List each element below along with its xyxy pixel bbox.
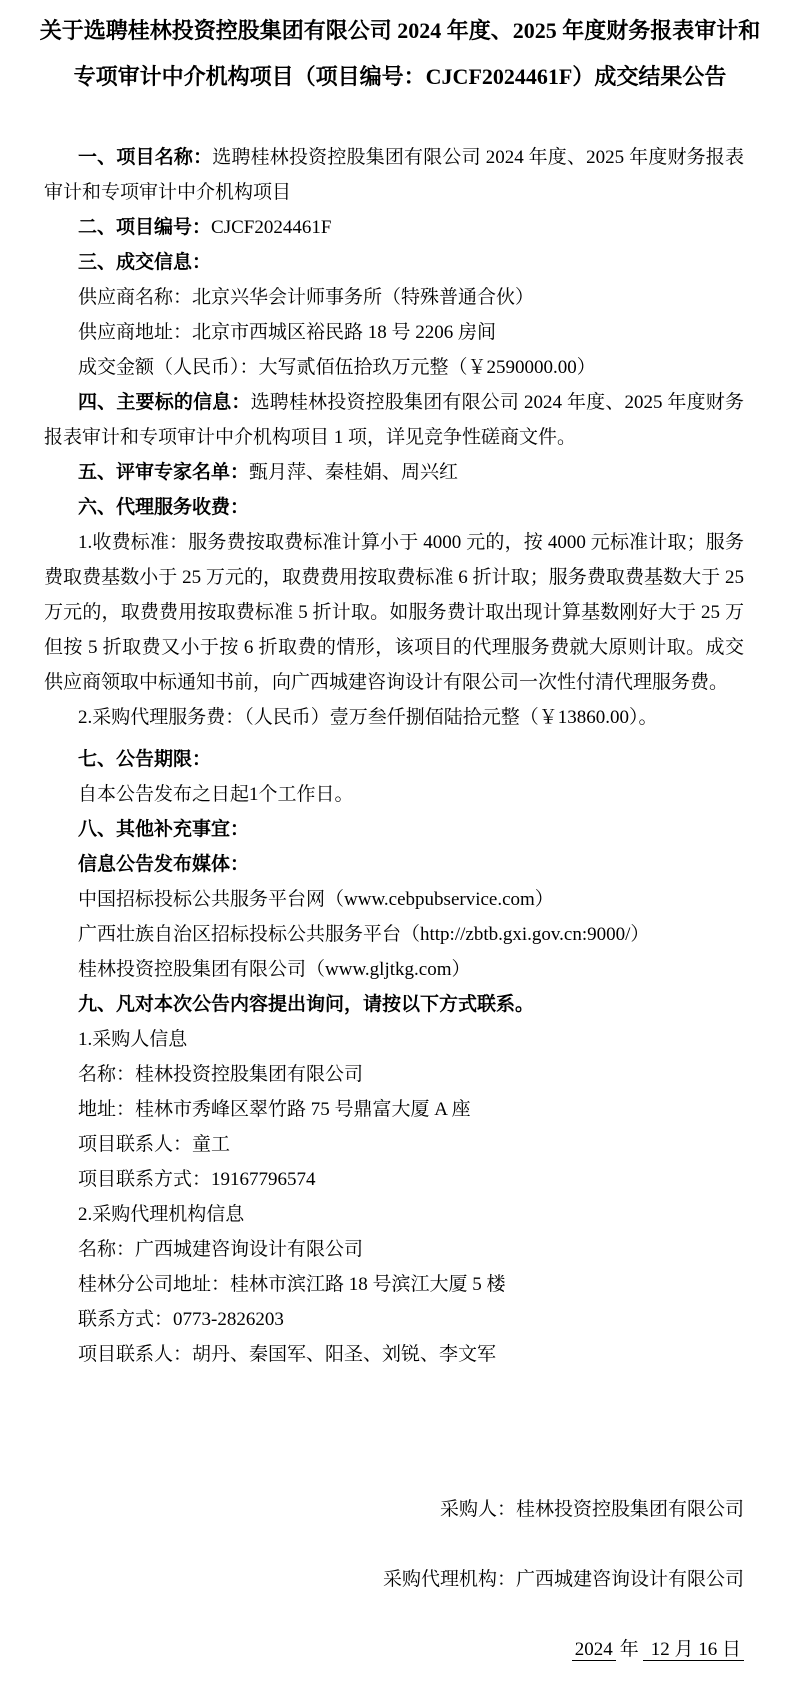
date-month-day: 12 月 16 日: [643, 1639, 744, 1661]
para-agency-name: 名称：广西城建咨询设计有限公司: [78, 1239, 364, 1260]
para-media-gljtkg: 桂林投资控股集团有限公司（www.gljtkg.com）: [78, 959, 471, 980]
para-supplier-address: 供应商地址：北京市西城区裕民路 18 号 2206 房间: [78, 322, 497, 343]
para-purchaser-contact: 项目联系人：童工: [78, 1134, 231, 1155]
document-title-line2: 专项审计中介机构项目（项目编号：CJCF2024461F）成交结果公告: [73, 64, 727, 89]
para-agency-phone: 联系方式：0773-2826203: [78, 1309, 284, 1330]
section-label-project-number: 二、项目编号：: [78, 217, 212, 238]
para-purchaser-name: 名称：桂林投资控股集团有限公司: [78, 1064, 364, 1085]
signature-date: [0, 1632, 744, 1668]
para-media-heading: [44, 847, 744, 882]
section-label-experts: 五、评审专家名单：: [78, 462, 250, 483]
subject-info-text: 选聘桂林投资控股集团有限公司 2024 年度、2025 年度财务报表审计和专项审计中介机构项目 1 项，详见竞争性磋商文件。: [44, 392, 744, 448]
para-deal-info-heading: [44, 245, 744, 280]
para-agency-fee-heading: [44, 490, 744, 525]
section-label-contact: 九、凡对本次公告内容提出询问，请按以下方式联系。: [78, 994, 535, 1015]
date-year: 2024: [572, 1639, 616, 1661]
para-agency-branch-address: 桂林分公司地址：桂林市滨江路 18 号滨江大厦 5 楼: [78, 1274, 506, 1295]
para-supplier-name: 供应商名称：北京兴华会计师事务所（特殊普通合伙）: [78, 287, 535, 308]
para-purchaser-info-heading: 1.采购人信息: [78, 1029, 188, 1050]
para-media-cebpubservice: 中国招标投标公共服务平台网（www.cebpubservice.com）: [78, 889, 554, 910]
para-notice-period-text: 自本公告发布之日起1个工作日。: [78, 784, 354, 805]
experts-names: 甄月萍、秦桂娟、周兴红: [249, 462, 459, 483]
para-fee-amount: 2.采购代理服务费：（人民币）壹万叁仟捌佰陆拾元整（￥13860.00）。: [78, 707, 658, 728]
section-label-media: 信息公告发布媒体：: [78, 854, 250, 875]
para-media-gxi-platform: 广西壮族自治区招标投标公共服务平台（http://zbtb.gxi.gov.cn:9000/）: [78, 924, 650, 945]
signature-agency: 采购代理机构：广西城建咨询设计有限公司: [382, 1569, 744, 1590]
para-purchaser-phone: 项目联系方式：19167796574: [78, 1169, 316, 1190]
section-label-other: 八、其他补充事宜：: [78, 819, 250, 840]
document-title: [0, 8, 800, 100]
section-label-project-name: 一、项目名称：: [78, 147, 213, 168]
section-label-agency-fee: 六、代理服务收费：: [78, 497, 250, 518]
para-deal-amount: 成交金额（人民币）：大写贰佰伍拾玖万元整（￥2590000.00）: [78, 357, 596, 378]
para-notice-period-heading: [44, 742, 744, 777]
para-agency-info-heading: 2.采购代理机构信息: [78, 1204, 245, 1225]
para-experts: [44, 455, 744, 490]
signature-block: [0, 1492, 800, 1668]
document-title-line1: 关于选聘桂林投资控股集团有限公司 2024 年度、2025 年度财务报表审计和: [39, 18, 761, 43]
para-contact-heading: [44, 987, 744, 1022]
para-subject-info: [44, 385, 744, 455]
para-project-number: [44, 210, 744, 245]
para-purchaser-address: 地址：桂林市秀峰区翠竹路 75 号鼎富大厦 A 座: [78, 1099, 471, 1120]
section-label-notice-period: 七、公告期限：: [78, 749, 212, 770]
section-label-deal-info: 三、成交信息：: [78, 252, 212, 273]
para-agency-contacts: 项目联系人：胡丹、秦国军、阳圣、刘锐、李文军: [78, 1344, 497, 1365]
para-project-name: [44, 140, 744, 210]
project-name-text: 选聘桂林投资控股集团有限公司 2024 年度、2025 年度财务报表审计和专项审计中介机构项目: [44, 147, 744, 203]
date-year-unit: 年: [619, 1639, 639, 1660]
project-number-value: CJCF2024461F: [211, 217, 332, 238]
signature-purchaser: 采购人：桂林投资控股集团有限公司: [439, 1499, 744, 1520]
para-fee-standard: 1.收费标准：服务费按取费标准计算小于 4000 元的，按 4000 元标准计取；服务费取费基数小于 25 万元的，取费费用按取费标准 6 折计取；服务费取费基数大于 25 万元的，取费费用按取费标准 5 折计取。如服务费计取出现计算基数刚好大于 25 万但按 5 折取费又小于按 6 折取费的情形，该项目的代理服务费就大原则计取。成交供应商领取中标通知书前，向广西城建咨询设计有限公司一次性付清代理服务费。: [44, 532, 744, 693]
document-body: [0, 140, 800, 1372]
section-label-subject-info: 四、主要标的信息：: [78, 392, 251, 413]
para-other-heading: [44, 812, 744, 847]
